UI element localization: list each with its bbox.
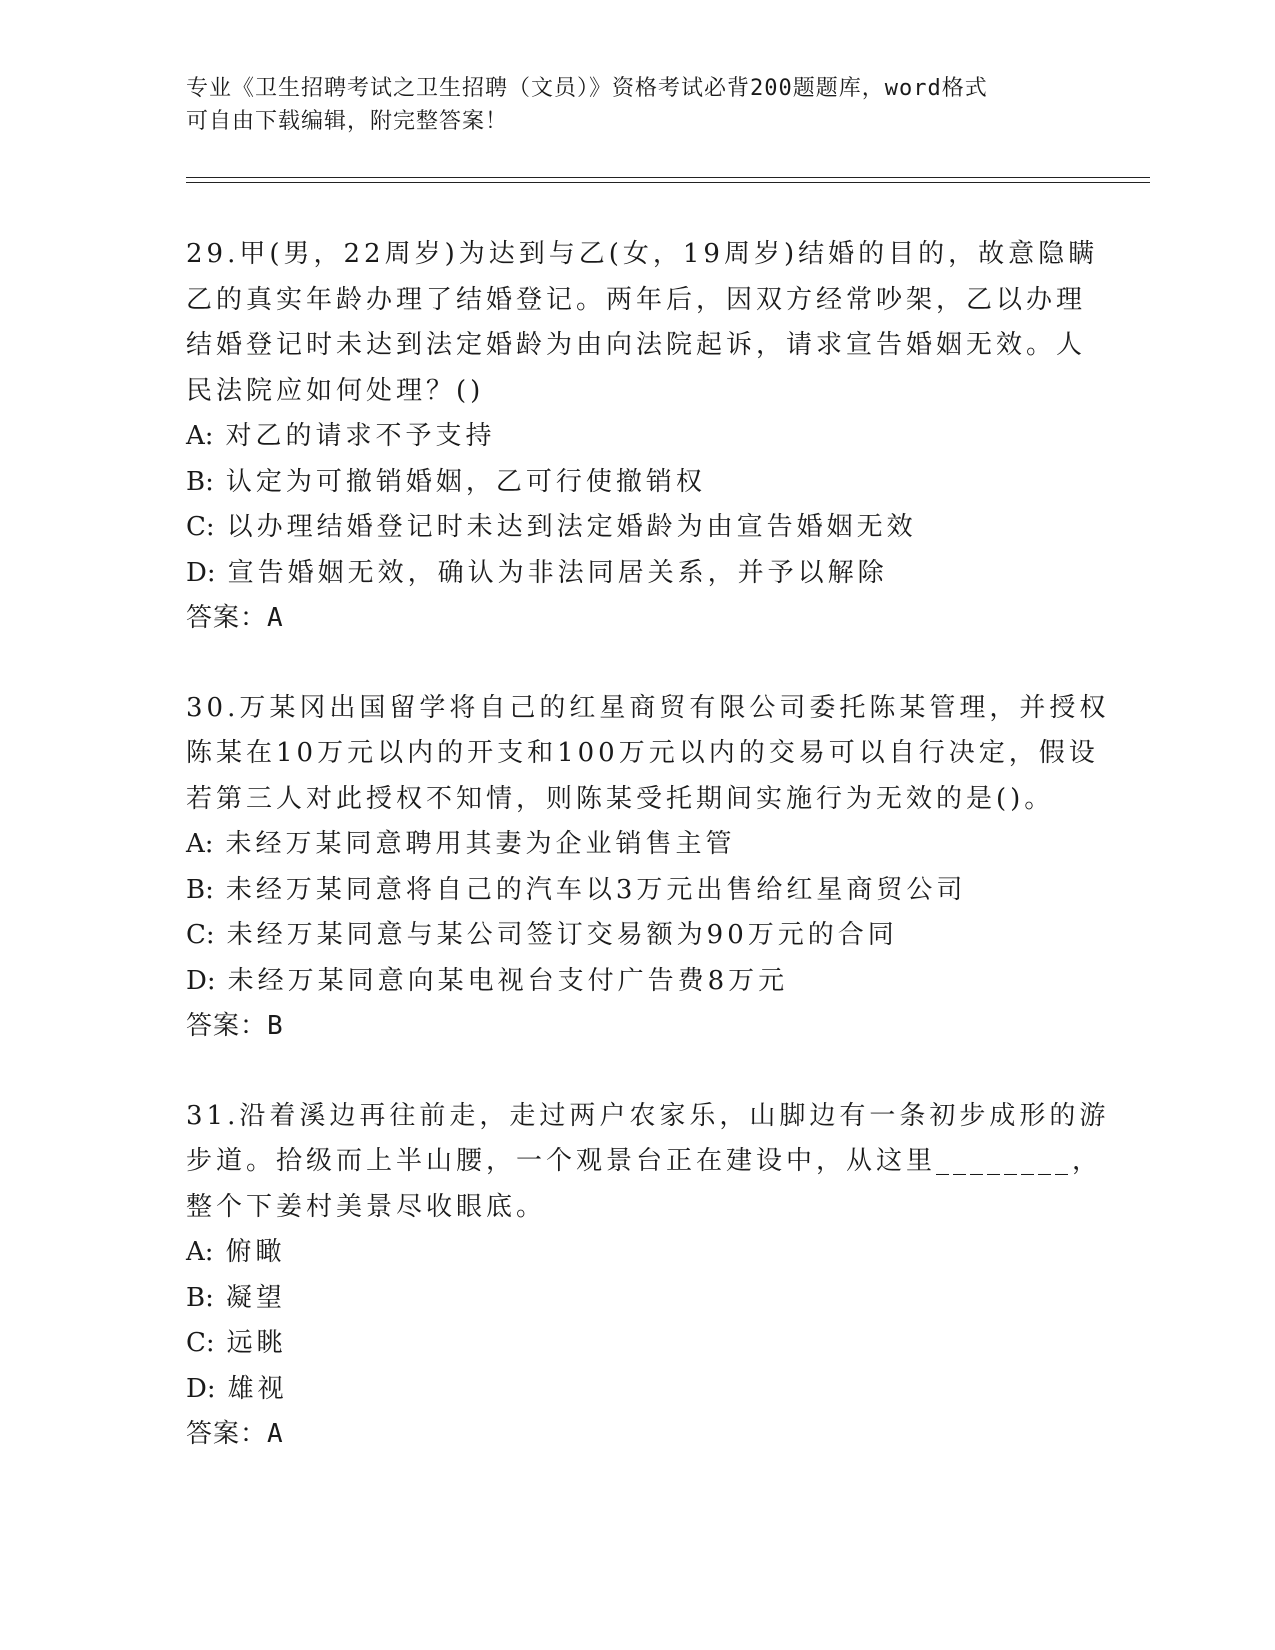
option-text: 宣告婚姻无效，确认为非法同居关系，并予以解除 (227, 557, 888, 588)
question-stem-line: 陈某在10万元以内的开支和100万元以内的交易可以自行决定，假设 (186, 738, 1099, 768)
option-key: D: (186, 557, 216, 588)
option-d (186, 551, 1086, 597)
option-key: A: (186, 1237, 214, 1267)
option-key: A: (186, 421, 214, 451)
option-text: 未经万某同意将自己的汽车以3万元出售给红星商贸公司 (225, 874, 967, 905)
option-c (186, 913, 1086, 959)
answer-line: 答案：A (186, 603, 284, 633)
option-text: 以办理结婚登记时未达到法定婚龄为由宣告婚姻无效 (226, 512, 917, 542)
question-list (186, 232, 1110, 1502)
option-key: C: (186, 512, 215, 542)
option-text: 未经万某同意聘用其妻为企业销售主管 (225, 829, 736, 859)
option-key: D: (186, 1373, 216, 1404)
header-line: 专业《卫生招聘考试之卫生招聘（文员）》资格考试必背200题题库，word格式 (186, 76, 988, 101)
option-key: D: (186, 965, 216, 996)
option-text: 认定为可撤销婚姻，乙可行使撤销权 (225, 466, 706, 497)
option-text: 未经万某同意向某电视台支付广告费8万元 (227, 965, 789, 996)
answer-line: 答案：B (186, 1011, 284, 1041)
question-stem-line: 民法院应如何处理？() (186, 375, 485, 406)
header-divider-bottom (186, 182, 1150, 183)
option-a (186, 414, 1086, 460)
question-stem-line: 30.万某冈出国留学将自己的红星商贸有限公司委托陈某管理，并授权 (186, 692, 1110, 723)
option-a (186, 1230, 1086, 1276)
question-29 (186, 232, 1099, 642)
option-key: A: (186, 829, 214, 859)
option-text: 雄视 (227, 1373, 288, 1404)
option-text: 未经万某同意与某公司签订交易额为90万元的合同 (226, 920, 898, 950)
answer-line: 答案：A (186, 1419, 284, 1449)
option-d (186, 959, 1086, 1005)
question-stem-line: 29.甲(男，22周岁)为达到与乙(女，19周岁)结婚的目的，故意隐瞒 (186, 239, 1099, 269)
option-c (186, 1321, 1086, 1367)
question-stem-line: 步道。拾级而上半山腰，一个观景台正在建设中，从这里________， (186, 1146, 1103, 1176)
option-text: 远眺 (226, 1328, 287, 1358)
option-text: 凝望 (225, 1282, 286, 1313)
question-stem-line: 31.沿着溪边再往前走，走过两户农家乐，山脚边有一条初步成形的游 (186, 1100, 1110, 1131)
option-d (186, 1367, 1086, 1413)
option-c (186, 505, 1086, 551)
option-b (186, 868, 1086, 914)
option-b (186, 460, 1086, 506)
option-key: B: (186, 1282, 214, 1313)
option-key: C: (186, 1328, 215, 1358)
header-divider-top (186, 177, 1150, 178)
question-30 (186, 686, 1110, 1050)
question-31 (186, 1094, 1110, 1458)
option-a (186, 822, 1086, 868)
header-line: 可自由下载编辑，附完整答案！ (186, 109, 509, 134)
option-key: B: (186, 874, 214, 905)
option-key: C: (186, 920, 215, 950)
question-stem-line: 整个下姜村美景尽收眼底。 (186, 1191, 547, 1222)
option-text: 对乙的请求不予支持 (225, 421, 496, 451)
question-stem-line: 结婚登记时未达到法定婚龄为由向法院起诉，请求宣告婚姻无效。人 (186, 330, 1087, 360)
option-text: 俯瞰 (225, 1237, 286, 1267)
question-stem-line: 若第三人对此授权不知情，则陈某受托期间实施行为无效的是()。 (186, 783, 1055, 814)
option-b (186, 1276, 1086, 1322)
question-stem-line: 乙的真实年龄办理了结婚登记。两年后，因双方经常吵架，乙以办理 (186, 284, 1087, 315)
option-key: B: (186, 466, 214, 497)
document-header (186, 72, 1066, 138)
